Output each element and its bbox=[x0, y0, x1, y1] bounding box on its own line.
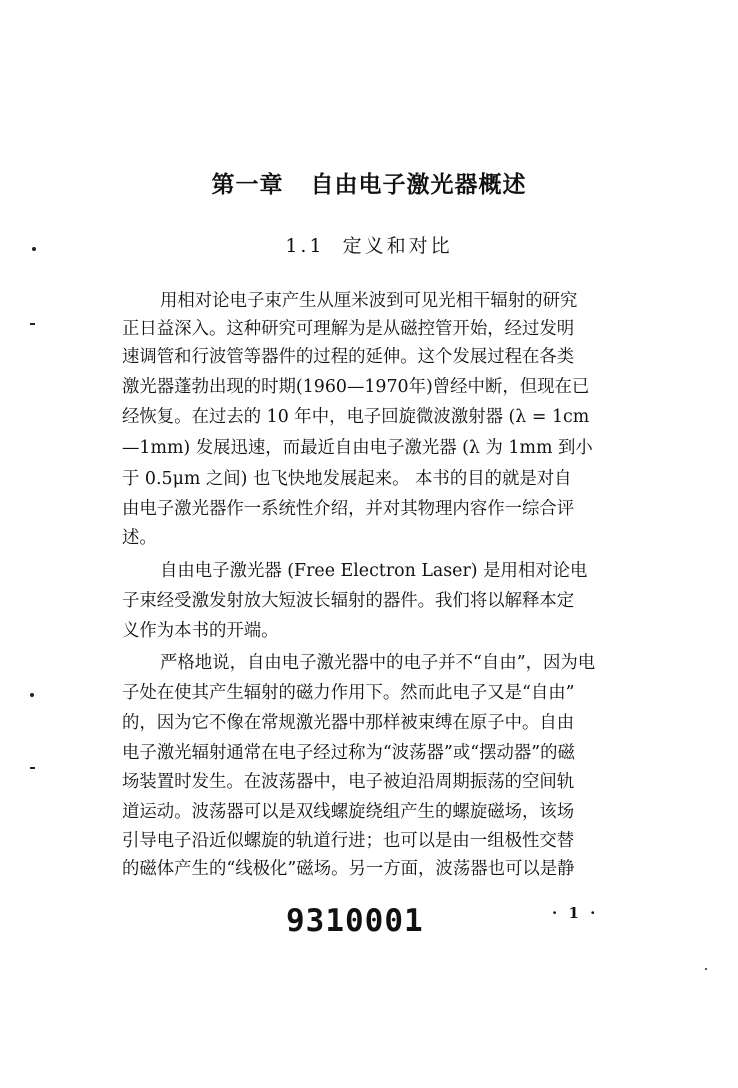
paragraph-3-line-1: 严格地说，自由电子激光器中的电子并不“自由”，因为电 bbox=[160, 653, 596, 673]
paragraph-1-line-5: 经恢复。在过去的 10 年中，电子回旋微波激射器 (λ = 1cm bbox=[122, 407, 590, 427]
scan-mark bbox=[30, 767, 35, 769]
paragraph-1-line-3: 速调管和行波管等器件的过程的延伸。这个发展过程在各类 bbox=[122, 347, 575, 367]
chapter-title: 第一章 自由电子激光器概述 bbox=[211, 172, 527, 198]
paragraph-1-line-7: 于 0.5μm 之间) 也飞快地发展起来。 本书的目的就是对自 bbox=[122, 469, 572, 489]
paragraph-3-line-3: 的，因为它不像在常规激光器中那样被束缚在原子中。自由 bbox=[122, 713, 575, 733]
paragraph-3-line-6: 道运动。波荡器可以是双线螺旋绕组产生的螺旋磁场，该场 bbox=[122, 802, 575, 822]
scan-mark bbox=[32, 247, 36, 251]
paragraph-1-line-9: 述。 bbox=[122, 528, 157, 548]
paragraph-1-line-8: 由电子激光器作一系统性介绍，并对其物理内容作一综合评 bbox=[122, 499, 575, 519]
scan-mark bbox=[30, 323, 35, 325]
paragraph-3-line-7: 引导电子沿近似螺旋的轨道行进；也可以是由一组极性交替 bbox=[122, 831, 575, 851]
paragraph-3-line-4: 电子激光辐射通常在电子经过称为“波荡器”或“摆动器”的磁 bbox=[122, 743, 575, 763]
paragraph-3-line-8: 的磁体产生的“线极化”磁场。另一方面，波荡器也可以是静 bbox=[122, 859, 575, 879]
paragraph-1-line-1: 用相对论电子束产生从厘米波到可见光相干辐射的研究 bbox=[160, 291, 578, 311]
paragraph-3-line-2: 子处在使其产生辐射的磁力作用下。然而此电子又是“自由” bbox=[122, 683, 575, 703]
footer-code: 9310001 bbox=[286, 903, 424, 939]
scan-mark bbox=[705, 968, 707, 970]
paragraph-2-line-2: 子束经受激发射放大短波长辐射的器件。我们将以解释本定 bbox=[122, 591, 575, 611]
paragraph-3-line-5: 场装置时发生。在波荡器中，电子被迫沿周期振荡的空间轨 bbox=[122, 772, 575, 792]
paragraph-2-line-1: 自由电子激光器 (Free Electron Laser) 是用相对论电 bbox=[160, 561, 588, 581]
page-number: · 1 · bbox=[552, 904, 599, 922]
paragraph-1-line-2: 正日益深入。这种研究可理解为是从磁控管开始，经过发明 bbox=[122, 319, 575, 339]
paragraph-1-line-6: —1mm) 发展迅速，而最近自由电子激光器 (λ 为 1mm 到小 bbox=[122, 438, 593, 458]
paragraph-1-line-4: 激光器蓬勃出现的时期(1960—1970年)曾经中断，但现在已 bbox=[122, 377, 590, 397]
paragraph-2-line-3: 义作为本书的开端。 bbox=[122, 621, 279, 641]
section-title: 1.1 定义和对比 bbox=[285, 235, 453, 257]
scan-mark bbox=[30, 693, 34, 697]
